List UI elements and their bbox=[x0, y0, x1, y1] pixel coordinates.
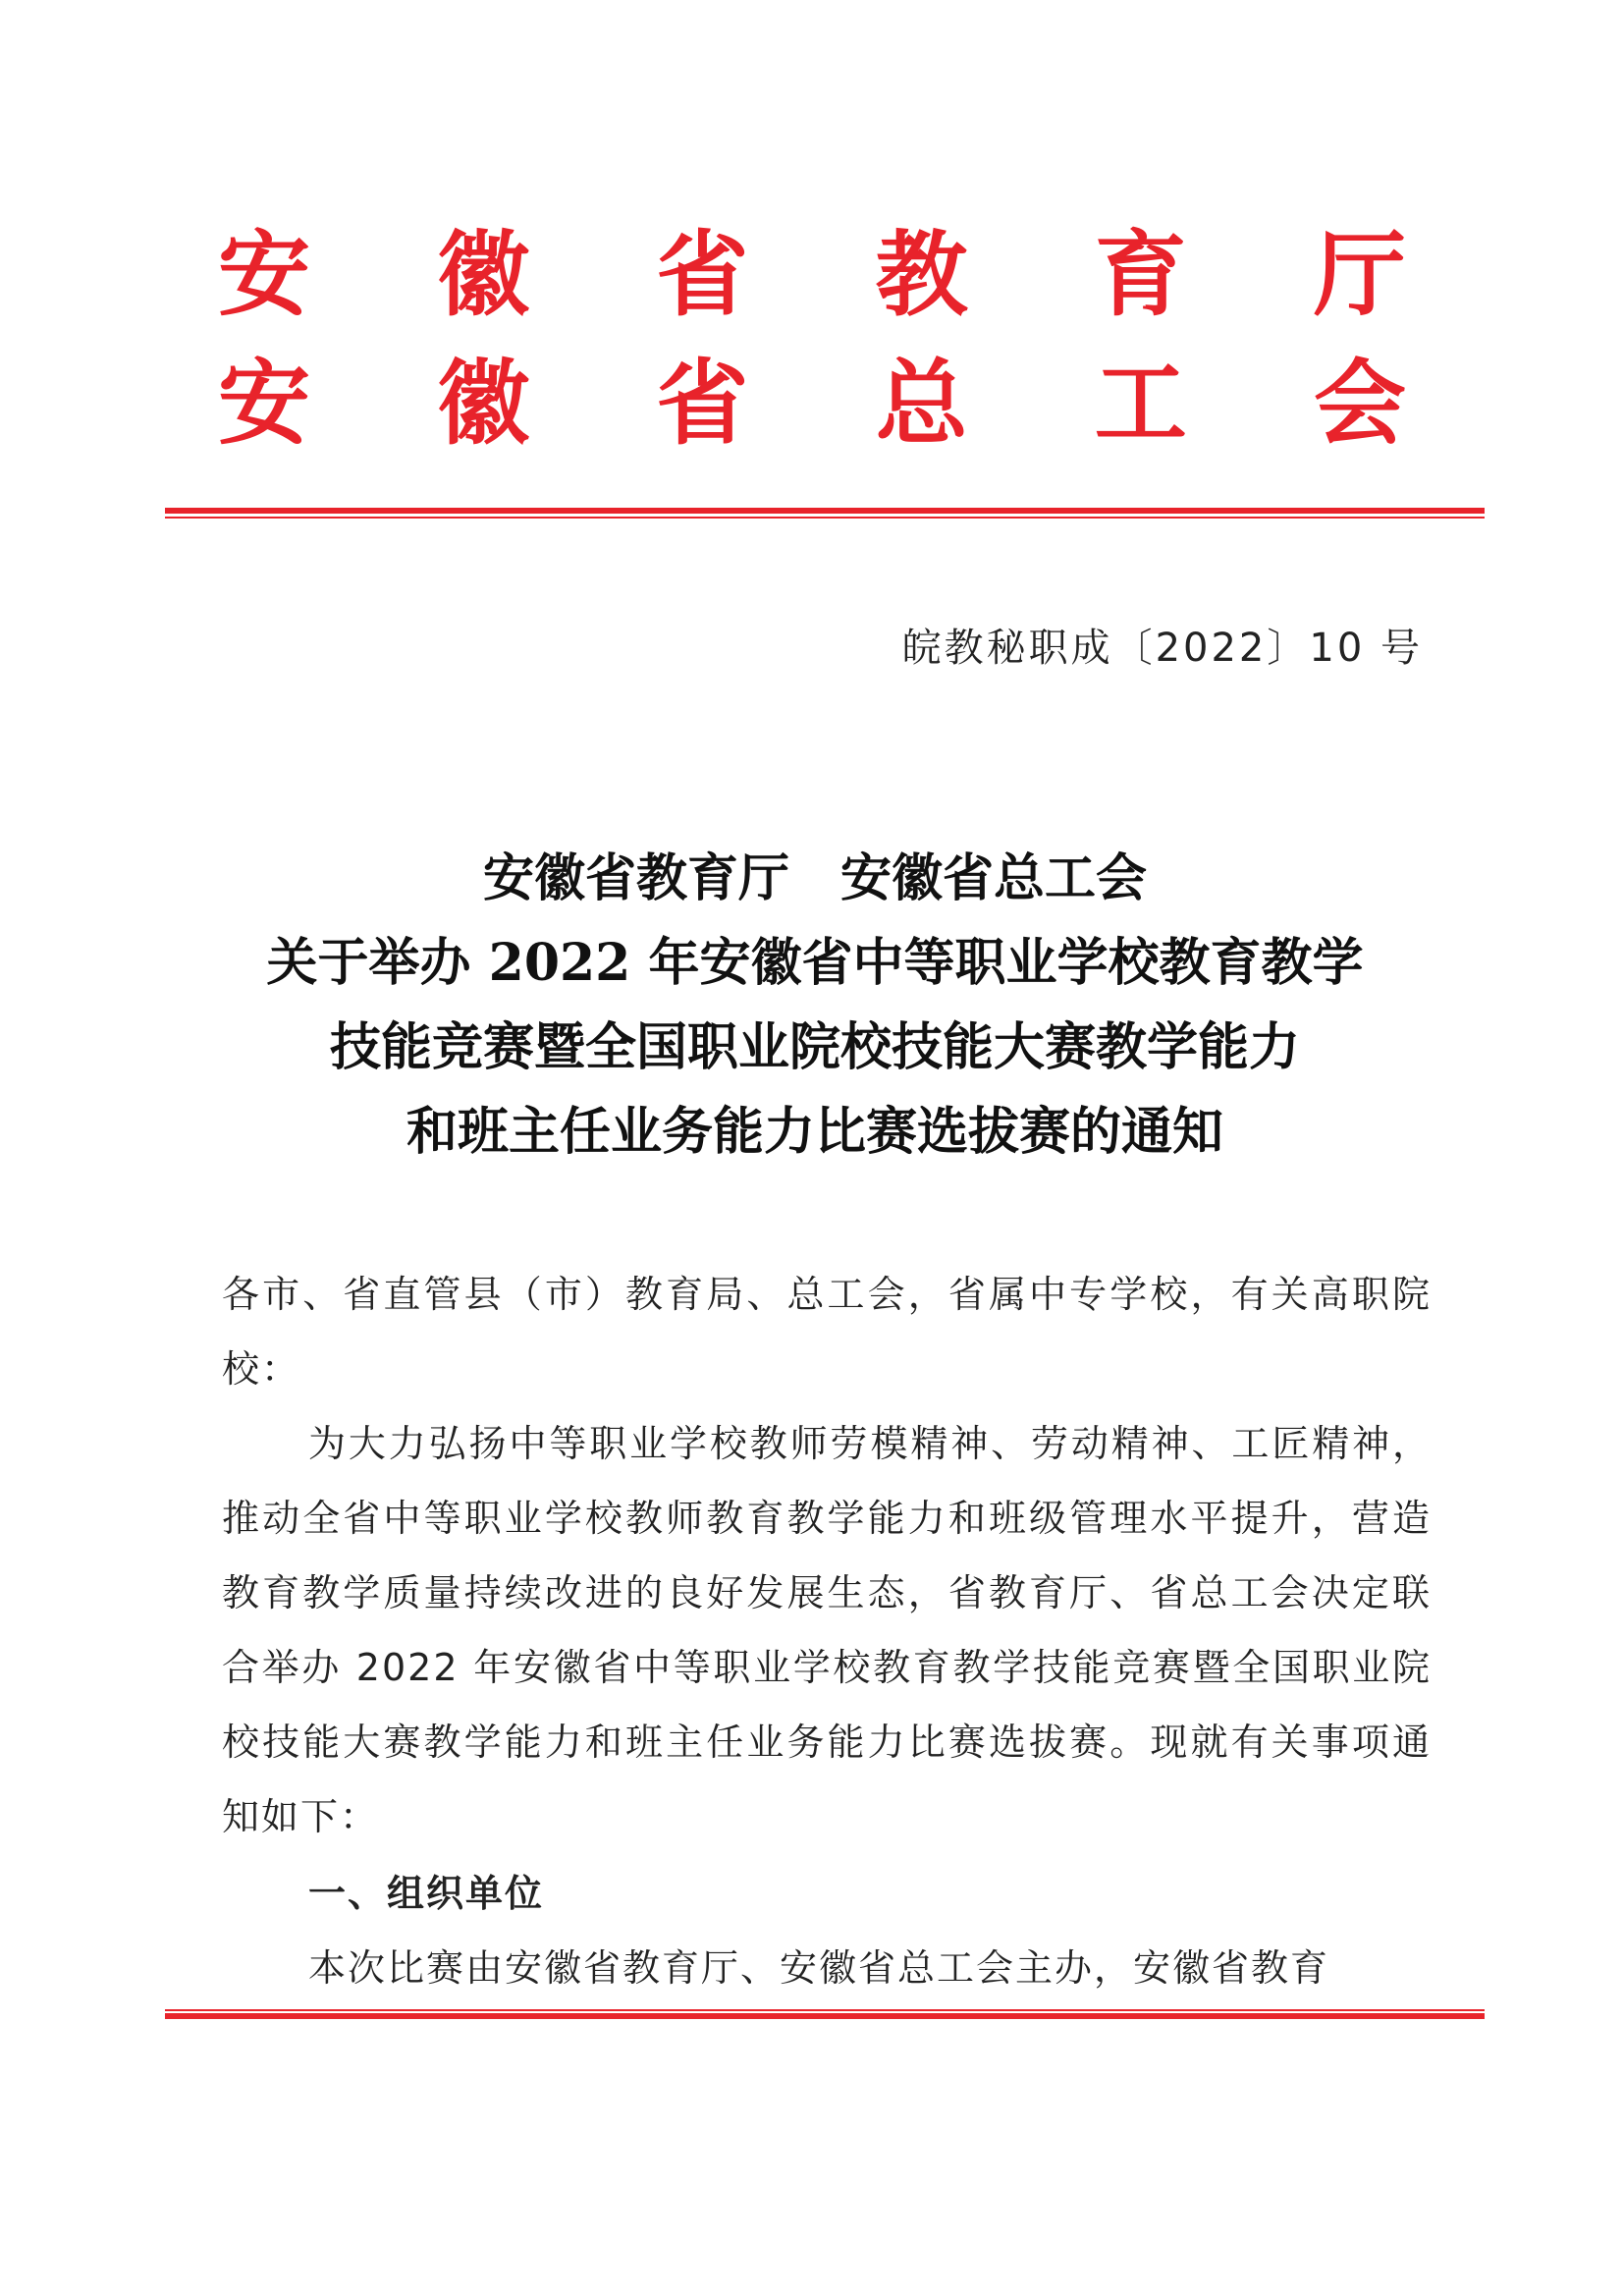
header-char: 厅 bbox=[1313, 221, 1406, 329]
header-char: 会 bbox=[1313, 350, 1406, 458]
header-char: 徽 bbox=[437, 221, 530, 329]
title-line: 和班主任业务能力比赛选拔赛的通知 bbox=[406, 1102, 1223, 1162]
salutation-text: 各市、省直管县（市）教育局、总工会，省属中专学校，有关高职院校： bbox=[222, 1273, 1432, 1391]
header-char: 教 bbox=[875, 221, 968, 329]
header-org-education bbox=[218, 221, 1406, 329]
footer-divider bbox=[165, 2009, 1485, 2021]
paragraph-organizers bbox=[222, 1931, 1432, 2005]
paragraph-text: 为大力弘扬中等职业学校教师劳模精神、劳动精神、工匠精神，推动全省中等职业学校教师教育教学能力和班级管理水平提升，营造教育教学质量持续改进的良好发展生态，省教育厅、省总工会决定联合举办 2022 年安徽省中等职业学校教育教学技能竞赛暨全国职业院校技能大赛教学能力和班主任业务能力比赛选拔赛。现就有关事项通知如下： bbox=[222, 1422, 1432, 1838]
header-char: 总 bbox=[875, 350, 968, 458]
header-char: 安 bbox=[218, 221, 311, 329]
document-title bbox=[157, 837, 1473, 1175]
header-org-union bbox=[218, 350, 1406, 458]
header-char: 徽 bbox=[437, 350, 530, 458]
title-line: 安徽省教育厅 安徽省总工会 bbox=[482, 848, 1147, 908]
paragraph-intro bbox=[222, 1406, 1432, 1854]
header-char: 省 bbox=[656, 221, 749, 329]
salutation bbox=[222, 1257, 1432, 1406]
header-char: 育 bbox=[1094, 221, 1187, 329]
paragraph-text: 本次比赛由安徽省教育厅、安徽省总工会主办，安徽省教育 bbox=[308, 1946, 1330, 1990]
header-divider bbox=[165, 508, 1485, 519]
title-line: 技能竞赛暨全国职业院校技能大赛教学能力 bbox=[329, 1017, 1300, 1077]
title-line: 关于举办 2022 年安徽省中等职业学校教育教学 bbox=[266, 933, 1364, 993]
section-heading bbox=[222, 1856, 1432, 1931]
header-char: 安 bbox=[218, 350, 311, 458]
document-number: 皖教秘职成〔2022〕10 号 bbox=[901, 626, 1423, 671]
header-char: 省 bbox=[656, 350, 749, 458]
header-char: 工 bbox=[1094, 350, 1187, 458]
section-heading-text: 一、组织单位 bbox=[308, 1872, 545, 1915]
